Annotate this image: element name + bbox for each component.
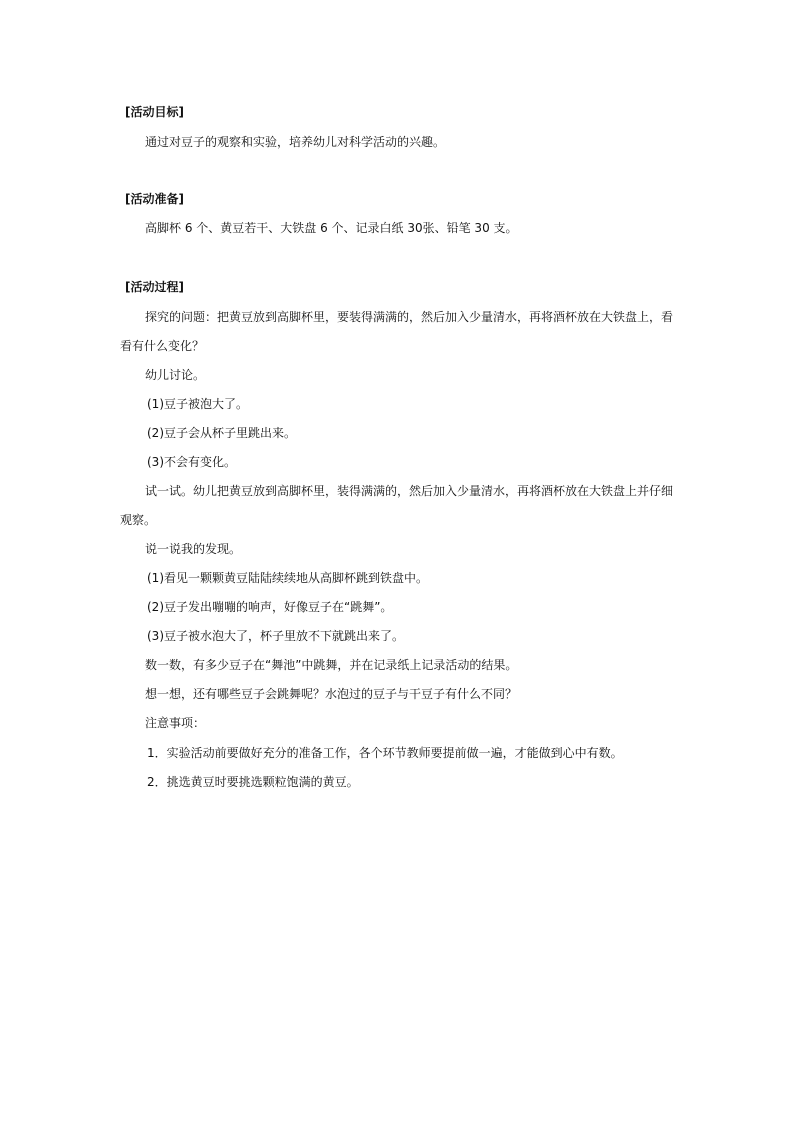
note-item: 1．实验活动前要做好充分的准备工作，各个环节教师要提前做一遍，才能做到心中有数。: [147, 746, 623, 760]
finding-item: (1)看见一颗颗黄豆陆陆续续地从高脚杯跳到铁盘中。: [147, 571, 429, 585]
heading-activity-process: [活动过程]: [125, 280, 184, 294]
notes-label: 注意事项：: [145, 716, 206, 730]
finding-item: (3)豆子被水泡大了，杯子里放不下就跳出来了。: [147, 629, 404, 643]
finding-item: (2)豆子发出嘣嘣的响声，好像豆子在“跳舞”。: [147, 600, 393, 614]
count-text: 数一数，有多少豆子在“舞池”中跳舞，并在记录纸上记录活动的结果。: [145, 658, 518, 672]
heading-activity-prep: [活动准备]: [125, 192, 184, 206]
goal-text: 通过对豆子的观察和实验，培养幼儿对科学活动的兴趣。: [145, 135, 446, 149]
question-line-1: 探究的问题：把黄豆放到高脚杯里，要装得满满的，然后加入少量清水，再将酒杯放在大铁盘上，看: [145, 310, 674, 324]
try-line-2: 观察。: [120, 513, 157, 527]
prep-text: 高脚杯 6 个、黄豆若干、大铁盘 6 个、记录白纸 30张、铅笔 30 支。: [145, 221, 518, 235]
try-line-1: 试一试。幼儿把黄豆放到高脚杯里，装得满满的，然后加入少量清水，再将酒杯放在大铁盘上并仔细: [145, 484, 674, 498]
say-text: 说一说我的发现。: [145, 542, 242, 556]
guess-item: (2)豆子会从杯子里跳出来。: [147, 426, 296, 440]
think-text: 想一想，还有哪些豆子会跳舞呢？水泡过的豆子与干豆子有什么不同？: [145, 687, 518, 701]
heading-activity-goal: [活动目标]: [125, 105, 184, 119]
note-item: 2．挑选黄豆时要挑选颗粒饱满的黄豆。: [147, 775, 359, 789]
guess-item: (3)不会有变化。: [147, 455, 236, 469]
question-line-2: 看有什么变化？: [120, 339, 205, 353]
discuss-text: 幼儿讨论。: [145, 368, 206, 382]
guess-item: (1)豆子被泡大了。: [147, 397, 248, 411]
